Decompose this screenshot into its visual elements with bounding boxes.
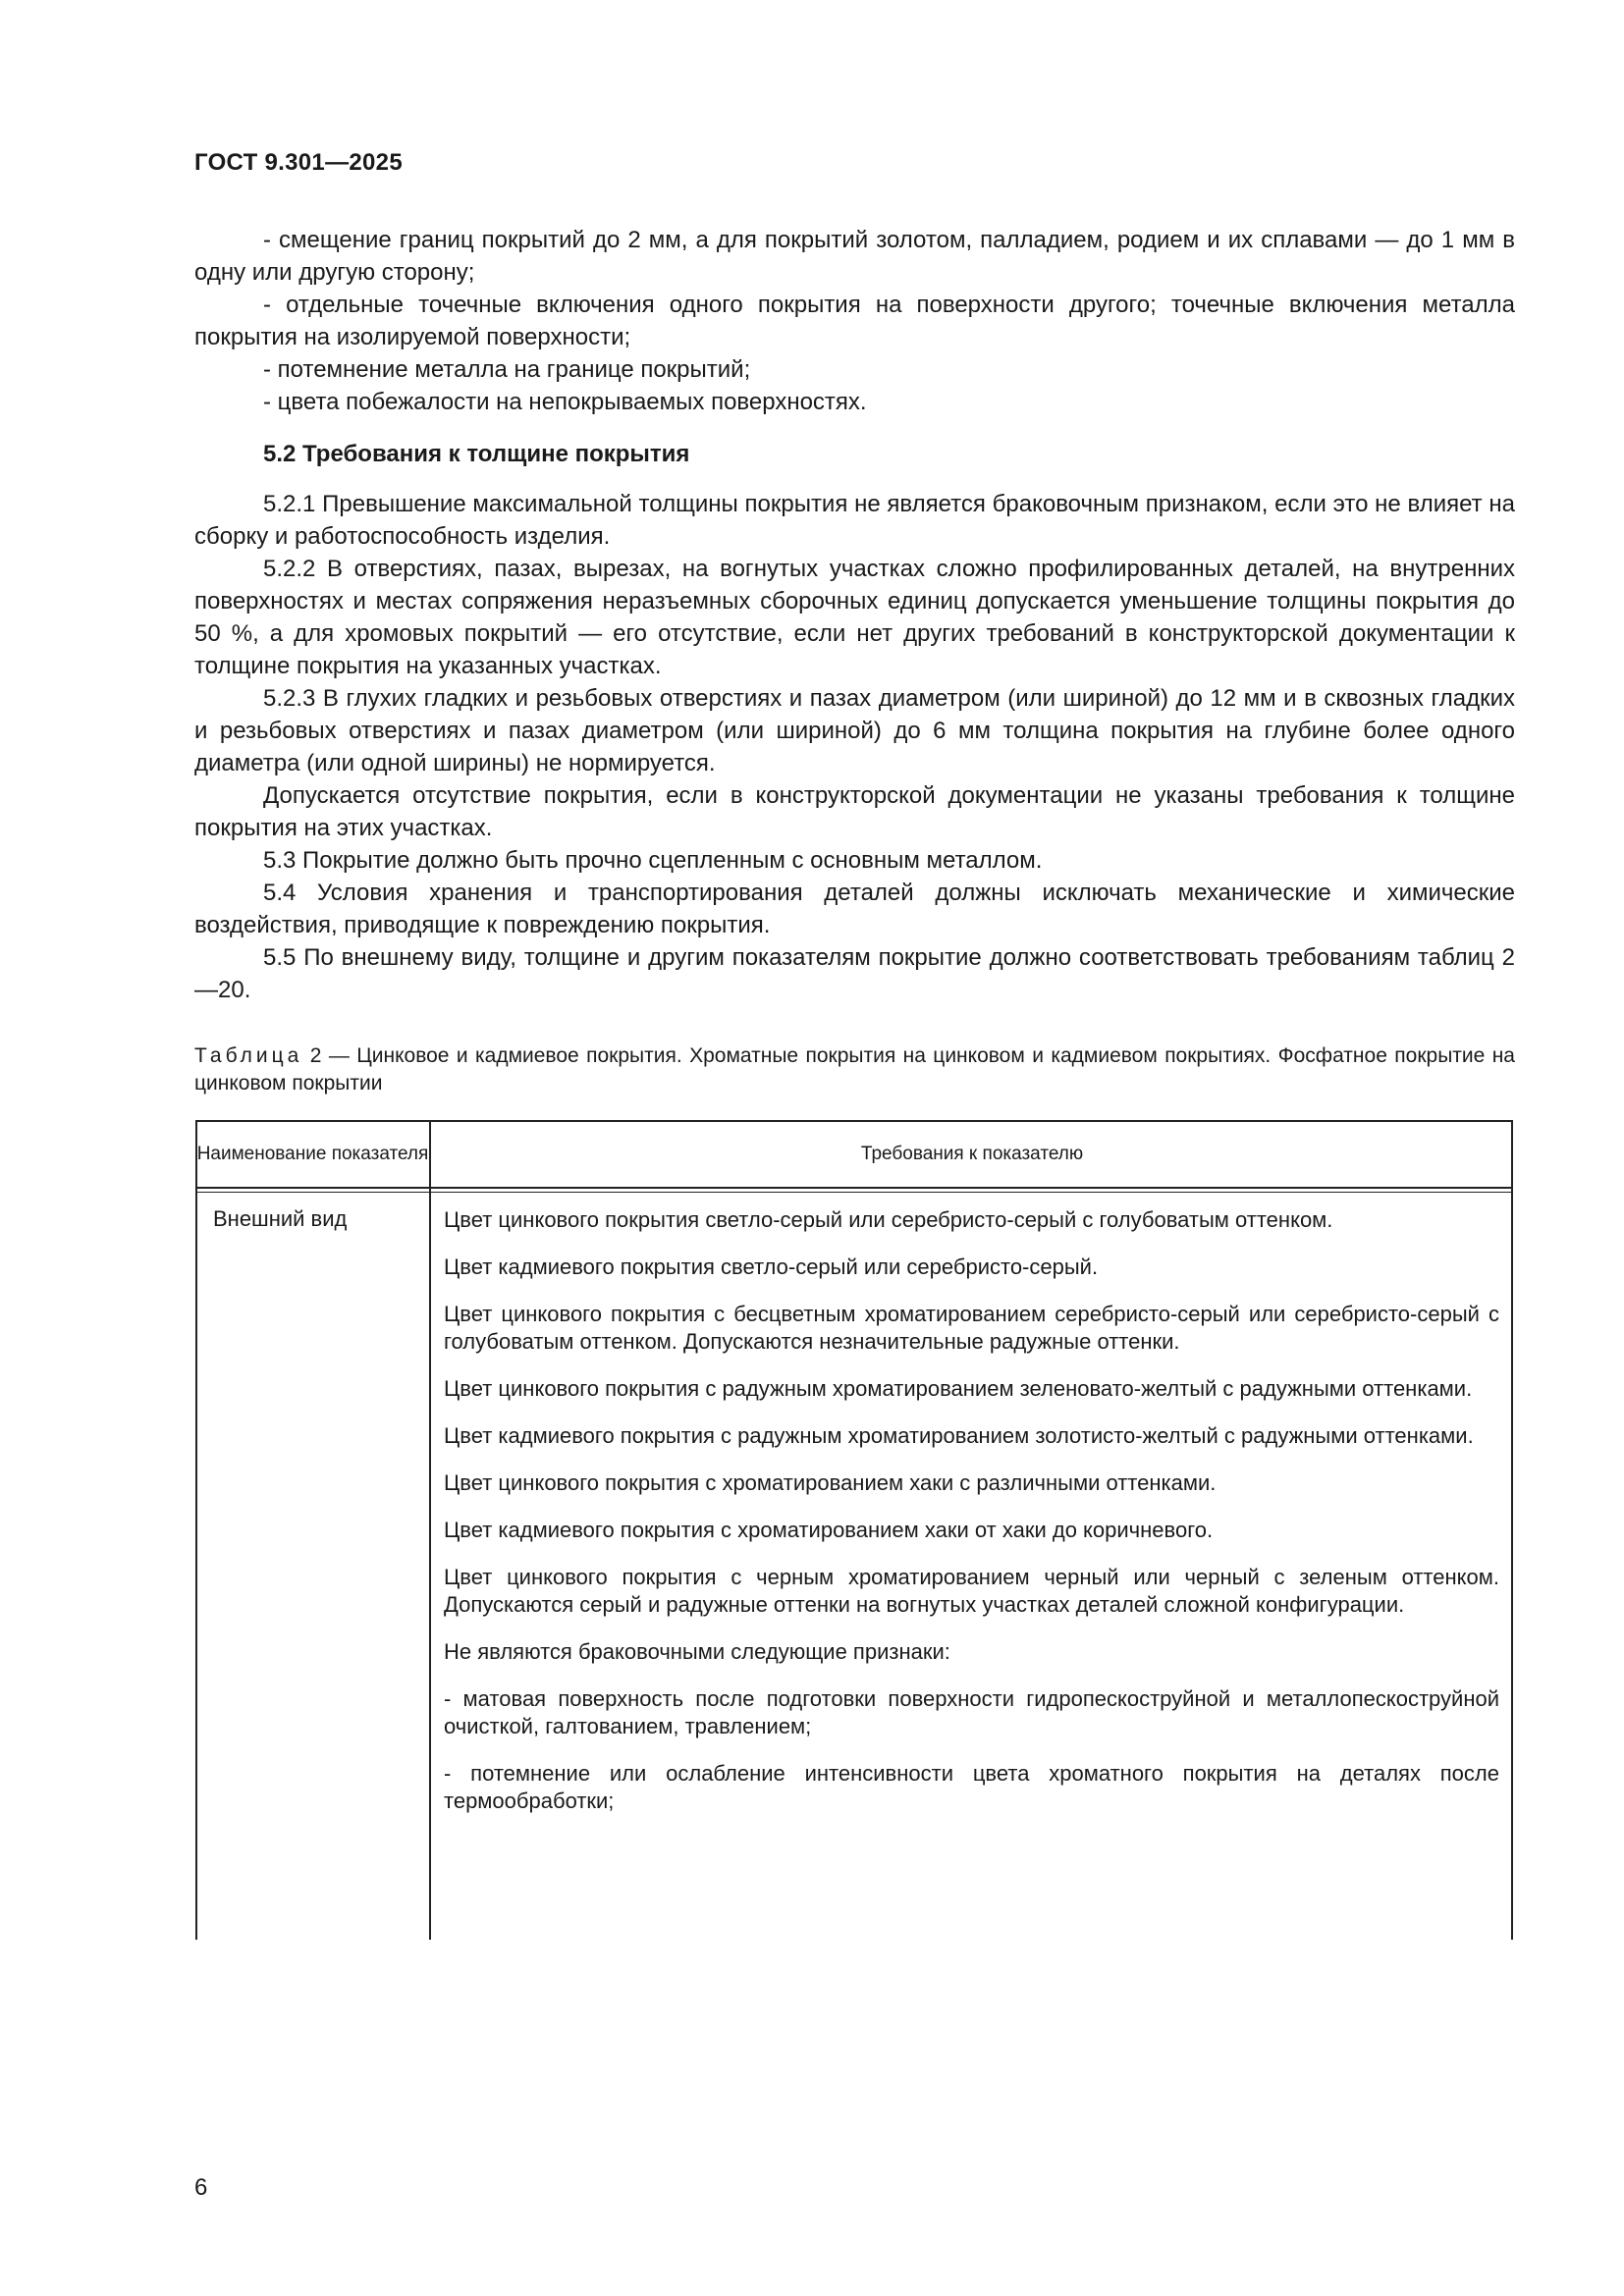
section-title: 5.2 Требования к толщине покрытия [263,441,690,467]
paragraph: 5.3 Покрытие должно быть прочно сцепленным с основным металлом. [263,847,1043,874]
column-header-name: Наименование показателя [196,1144,429,1164]
requirements-cell [444,1206,1499,1835]
body-text [194,224,1515,1006]
requirement-item: Цвет кадмиевого покрытия с радужным хроматированием золотисто-желтый с радужными оттенками. [444,1423,1474,1448]
requirement-item: Цвет цинкового покрытия с бесцветным хроматированием серебристо-серый или серебристо-серый с голубоватым оттенком. Допускаются незначительные радужные оттенки. [444,1302,1499,1354]
paragraph: Допускается отсутствие покрытия, если в конструкторской документации не указаны требования к толщине покрытия на этих участках. [194,782,1515,841]
requirement-item: Цвет цинкового покрытия с радужным хроматированием зеленовато-желтый с радужными оттенками. [444,1376,1473,1401]
requirement-item: Цвет кадмиевого покрытия с хроматированием хаки от хаки до коричневого. [444,1518,1214,1542]
requirements-table [195,1120,1513,1940]
list-item: - потемнение металла на границе покрытий; [263,356,751,383]
document-code-header: ГОСТ 9.301—2025 [194,149,403,176]
requirement-item: - матовая поверхность после подготовки поверхности гидропескоструйной и металлопескоструйной очисткой, галтованием, травлением; [444,1686,1499,1738]
requirement-item: Цвет кадмиевого покрытия светло-серый или серебристо-серый. [444,1255,1099,1279]
table-caption-label: Таблица [194,1044,303,1067]
table-left-border [195,1120,197,1940]
list-item: - смещение границ покрытий до 2 мм, а для покрытий золотом, палладием, родием и их сплавами — до 1 мм в одну или другую сторону; [194,227,1515,286]
page-number: 6 [194,2174,208,2201]
list-item: - отдельные точечные включения одного покрытия на поверхности другого; точечные включения металла покрытия на изолируемой поверхности; [194,292,1515,350]
paragraph: 5.2.3 В глухих гладких и резьбовых отверстиях и пазах диаметром (или шириной) до 12 мм и в сквозных гладких и резьбовых отверстиях и пазах диаметром (или шириной) до 6 мм толщина покрытия на глубине более одного диаметра (или одной ширины) не нормируется. [194,685,1515,776]
table-header-divider [195,1192,1513,1193]
table-caption-text: 2 — Цинковое и кадмиевое покрытия. Хроматные покрытия на цинковом и кадмиевом покрытиях. Фосфатное покрытие на цинковом покрытии [194,1044,1515,1095]
requirement-item: Цвет цинкового покрытия с черным хроматированием черный или черный с зеленым оттенком. Допускаются серый и радужные оттенки на вогнутых участках деталей сложной конфигурации. [444,1565,1499,1617]
column-header-requirements: Требования к показателю [860,1144,1084,1164]
paragraph: 5.2.2 В отверстиях, пазах, вырезах, на вогнутых участках сложно профилированных деталей, на внутренних поверхностях и местах сопряжения неразъемных сборочных единиц допускается уменьшение толщины покрытия до 50 %, а для хромовых покрытий — его отсутствие, если нет других требований в конструкторской документации к толщине покрытия на указанных участках. [194,556,1515,679]
table-right-border [1511,1120,1513,1940]
row-name-cell: Внешний вид [213,1206,348,1231]
table-column-divider [429,1120,431,1940]
requirement-item: Цвет цинкового покрытия светло-серый или серебристо-серый с голубоватым оттенком. [444,1207,1333,1232]
paragraph: 5.5 По внешнему виду, толщине и другим показателям покрытие должно соответствовать требованиям таблиц 2—20. [194,944,1515,1003]
list-item: - цвета побежалости на непокрываемых поверхностях. [263,389,867,415]
table-caption [194,1042,1515,1097]
paragraph: 5.2.1 Превышение максимальной толщины покрытия не является браковочным признаком, если это не влияет на сборку и работоспособность изделия. [194,491,1515,550]
requirement-item: Не являются браковочными следующие признаки: [444,1639,950,1664]
requirement-item: - потемнение или ослабление интенсивности цвета хроматного покрытия на деталях после термообработки; [444,1761,1499,1813]
requirement-item: Цвет цинкового покрытия с хроматированием хаки с различными оттенками. [444,1470,1217,1495]
paragraph: 5.4 Условия хранения и транспортирования деталей должны исключать механические и химические воздействия, приводящие к повреждению покрытия. [194,880,1515,938]
